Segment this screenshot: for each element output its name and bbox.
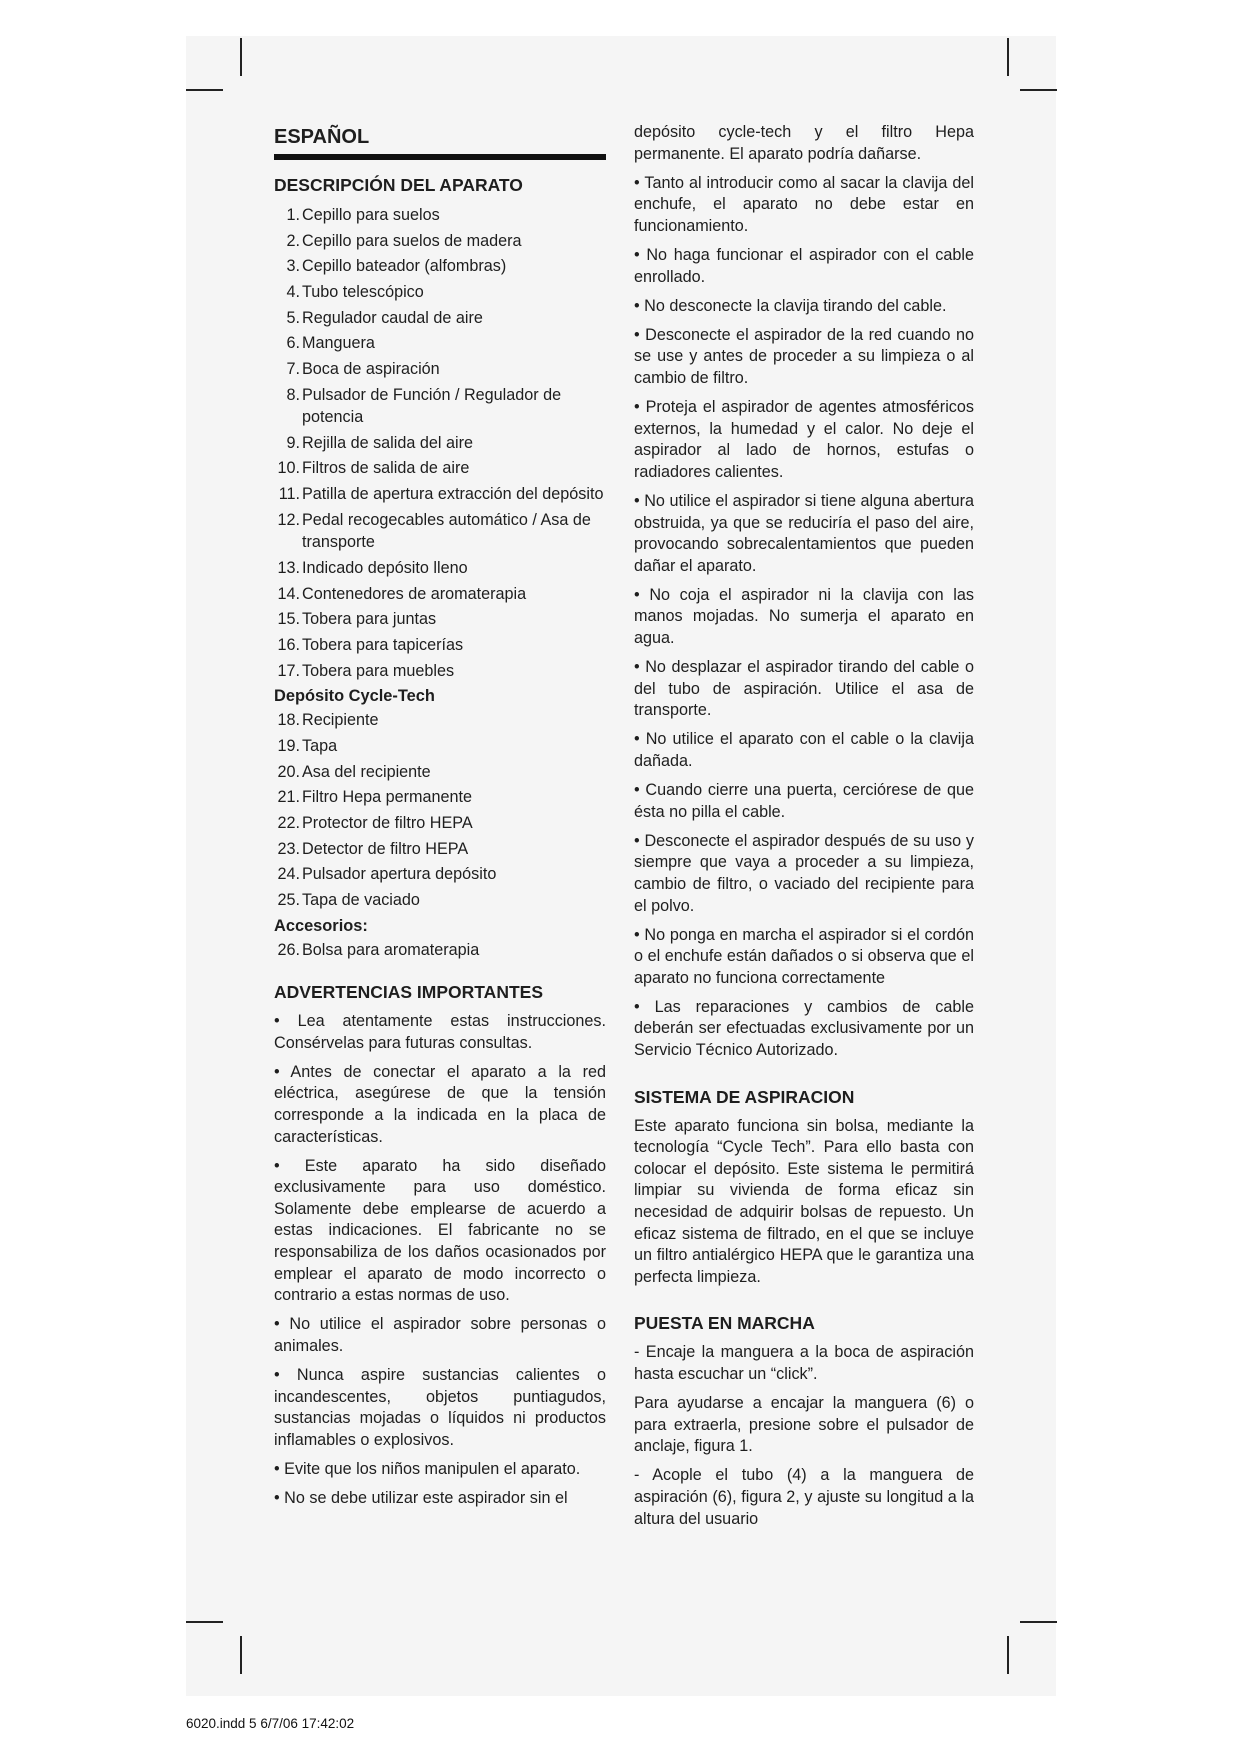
item-text: Tubo telescópico (302, 283, 424, 302)
list-item (274, 358, 606, 380)
list-item (274, 281, 606, 303)
warning-paragraph: • No haga funcionar el aspirador con el cable enrollado. (634, 245, 974, 286)
item-text: Patilla de apertura extracción del depósito (302, 485, 604, 504)
list-item (274, 557, 606, 579)
list-item (274, 889, 606, 911)
warning-paragraph: • Desconecte el aspirador de la red cuando no se use y antes de proceder a su limpieza o al cambio de filtro. (634, 325, 974, 387)
crop-mark-top-left-horizontal (186, 89, 223, 91)
item-text: Cepillo bateador (alfombras) (302, 257, 507, 276)
startup-heading: PUESTA EN MARCHA (634, 1313, 815, 1334)
warnings-list (274, 1011, 606, 1509)
warning-paragraph: • Este aparato ha sido diseñado exclusivamente para uso doméstico. Solamente debe emplearse de acuerdo a estas indicaciones. El fabricante no se responsabiliza de los daños ocasionados por emplear el aparato de modo incorrecto o contrario a estas normas de uso. (274, 1156, 606, 1305)
list-item (274, 634, 606, 656)
item-number: 19. (277, 736, 300, 755)
list-item (274, 483, 606, 505)
list-item (274, 332, 606, 354)
crop-mark-bottom-left-vertical (240, 1636, 242, 1674)
item-text: Rejilla de salida del aire (302, 433, 473, 452)
item-number: 9. (286, 433, 300, 452)
list-item (274, 838, 606, 860)
crop-mark-bottom-right-horizontal (1020, 1621, 1057, 1623)
cycle-tech-list (274, 709, 606, 911)
item-number: 13. (277, 558, 300, 577)
item-number: 1. (286, 206, 300, 224)
item-text: Detector de filtro HEPA (302, 839, 469, 858)
warning-paragraph: • No se debe utilizar este aspirador sin el (274, 1488, 568, 1507)
item-number: 17. (277, 661, 300, 680)
list-item (274, 786, 606, 808)
warning-paragraph: • Nunca aspire sustancias calientes o incandescentes, objetos puntiagudos, sustancias mojadas o líquidos ni productos inflamables o explosivos. (274, 1365, 606, 1449)
startup-paragraph: Para ayudarse a encajar la manguera (6) o para extraerla, presione sobre el pulsador de anclaje, figura 1. (634, 1394, 974, 1456)
item-text: Tapa de vaciado (302, 891, 420, 910)
item-number: 24. (277, 865, 300, 884)
item-number: 12. (277, 510, 300, 529)
item-text: Tobera para muebles (302, 661, 455, 680)
item-text: Manguera (302, 334, 375, 353)
item-text: Filtro Hepa permanente (302, 788, 473, 807)
item-text: Boca de aspiración (302, 360, 440, 379)
startup-paragraph: - Encaje la manguera a la boca de aspiración hasta escuchar un “click”. (634, 1343, 974, 1383)
item-text: Contenedores de aromaterapia (302, 584, 527, 603)
crop-mark-top-right-vertical (1007, 38, 1009, 76)
item-number: 2. (286, 231, 300, 250)
warnings-heading: ADVERTENCIAS IMPORTANTES (274, 982, 543, 1003)
warning-paragraph: • Proteja el aspirador de agentes atmosféricos externos, la humedad y el calor. No deje el aspirador al lado de hornos, estufas o radiadores calientes. (634, 398, 974, 481)
item-text: Cepillo para suelos (302, 206, 440, 224)
item-number: 21. (277, 788, 300, 807)
parts-list (274, 204, 606, 682)
item-number: 7. (286, 360, 300, 379)
item-number: 4. (286, 283, 300, 302)
list-item (274, 812, 606, 834)
warning-paragraph: • No desplazar el aspirador tirando del cable o del tubo de aspiración. Utilice el asa de transporte. (634, 658, 974, 720)
list-item (274, 761, 606, 783)
cycle-tech-heading: Depósito Cycle-Tech (274, 687, 435, 706)
item-number: 22. (277, 814, 300, 833)
item-text: Tobera para juntas (302, 610, 437, 629)
list-item (274, 939, 606, 961)
item-text: Pedal recogecables automático / Asa de transporte (302, 510, 591, 552)
list-item (274, 255, 606, 277)
list-item (274, 230, 606, 252)
crop-mark-top-left-vertical (240, 38, 242, 76)
item-text: Indicado depósito lleno (302, 558, 468, 577)
item-text: Filtros de salida de aire (302, 459, 470, 478)
item-text: Bolsa para aromaterapia (302, 940, 480, 959)
item-number: 26. (277, 940, 300, 959)
item-number: 25. (277, 891, 300, 910)
language-heading: ESPAÑOL (274, 124, 606, 160)
item-text: Cepillo para suelos de madera (302, 231, 522, 250)
warning-paragraph: • No ponga en marcha el aspirador si el cordón o el enchufe están dañados o si observa que el aparato no funciona correctamente (634, 925, 974, 987)
warning-paragraph: • Lea atentamente estas instrucciones. Consérvelas para futuras consultas. (274, 1012, 606, 1052)
warning-paragraph: • Antes de conectar el aparato a la red eléctrica, asegúrese de que la tensión corresponde a la indicada en la placa de características. (274, 1062, 606, 1146)
list-item (274, 432, 606, 454)
startup-paragraphs (634, 1342, 974, 1530)
item-text: Pulsador de Función / Regulador de potencia (302, 385, 562, 427)
list-item (274, 457, 606, 479)
item-number: 10. (277, 459, 300, 478)
item-text: Asa del recipiente (302, 762, 431, 781)
warning-paragraph: • No coja el aspirador ni la clavija con las manos mojadas. No sumerja el aparato en agua. (634, 585, 974, 647)
warning-paragraph: • Desconecte el aspirador después de su uso y siempre que vaya a proceder a su limpieza, cambio de filtro, o vaciado del recipiente para el polvo. (634, 831, 974, 915)
list-item (274, 509, 606, 554)
item-number: 20. (277, 762, 300, 781)
item-text: Tapa (302, 736, 338, 755)
system-heading: SISTEMA DE ASPIRACION (634, 1086, 855, 1107)
list-item (274, 735, 606, 757)
accessories-heading: Accesorios: (274, 916, 368, 935)
description-heading: DESCRIPCIÓN DEL APARATO (274, 175, 523, 195)
warning-paragraph: • Cuando cierre una puerta, cerciórese de que ésta no pilla el cable. (634, 781, 974, 821)
crop-mark-top-right-horizontal (1020, 89, 1057, 91)
footer-slug: 6020.indd 5 6/7/06 17:42:02 (186, 1716, 355, 1731)
warning-paragraph: • No utilice el aparato con el cable o la clavija dañada. (634, 730, 974, 770)
item-text: Tobera para tapicerías (302, 635, 464, 654)
item-text: Protector de filtro HEPA (302, 814, 473, 833)
crop-mark-bottom-left-horizontal (186, 1621, 223, 1623)
list-item (274, 660, 606, 682)
item-number: 3. (286, 257, 300, 276)
warnings-continued-list (634, 122, 974, 1062)
item-number: 16. (277, 635, 300, 654)
list-item (274, 863, 606, 885)
warning-paragraph: • No utilice el aspirador sobre personas o animales. (274, 1315, 606, 1355)
list-item (274, 608, 606, 630)
left-column (274, 122, 606, 1517)
accessories-list (274, 939, 606, 961)
system-paragraph: Este aparato funciona sin bolsa, mediante la tecnología “Cycle Tech”. Para ello basta con colocar el depósito. Este sistema le permitirá limpiar su vivienda de forma eficaz sin necesidad de adquirir bolsas de repuesto. Un eficaz sistema de filtrado, en el que se incluye un filtro antialérgico HEPA que le garantiza una perfecta limpieza. (634, 1116, 974, 1286)
list-item (274, 709, 606, 731)
warning-paragraph: • No utilice el aspirador si tiene alguna abertura obstruida, ya que se reduciría el paso del aire, provocando sobrecalentamientos que pueden dañar el aparato. (634, 491, 974, 575)
item-text: Regulador caudal de aire (302, 308, 483, 327)
item-number: 8. (286, 385, 300, 404)
item-number: 15. (277, 610, 300, 629)
item-number: 6. (286, 334, 300, 353)
warning-paragraph: • Tanto al introducir como al sacar la clavija del enchufe, el aparato no debe estar en funcionamiento. (634, 173, 974, 235)
crop-mark-bottom-right-vertical (1007, 1636, 1009, 1674)
item-number: 14. (277, 584, 300, 603)
warning-paragraph: • Evite que los niños manipulen el aparato. (274, 1459, 581, 1478)
item-number: 5. (286, 308, 300, 327)
warning-paragraph: depósito cycle-tech y el filtro Hepa permanente. El aparato podría dañarse. (634, 123, 974, 163)
list-item (274, 384, 606, 429)
item-number: 23. (277, 839, 300, 858)
startup-paragraph: - Acople el tubo (4) a la manguera de aspiración (6), figura 2, y ajuste su longitud a la altura del usuario (634, 1466, 974, 1528)
list-item (274, 583, 606, 605)
item-text: Pulsador apertura depósito (302, 865, 497, 884)
right-column (634, 122, 974, 1538)
warning-paragraph: • Las reparaciones y cambios de cable deberán ser efectuadas exclusivamente por un Servicio Técnico Autorizado. (634, 997, 974, 1060)
item-number: 18. (277, 711, 300, 730)
item-text: Recipiente (302, 711, 379, 730)
item-number: 11. (278, 485, 300, 504)
list-item (274, 204, 606, 226)
list-item (274, 307, 606, 329)
warning-paragraph: • No desconecte la clavija tirando del cable. (634, 296, 947, 315)
